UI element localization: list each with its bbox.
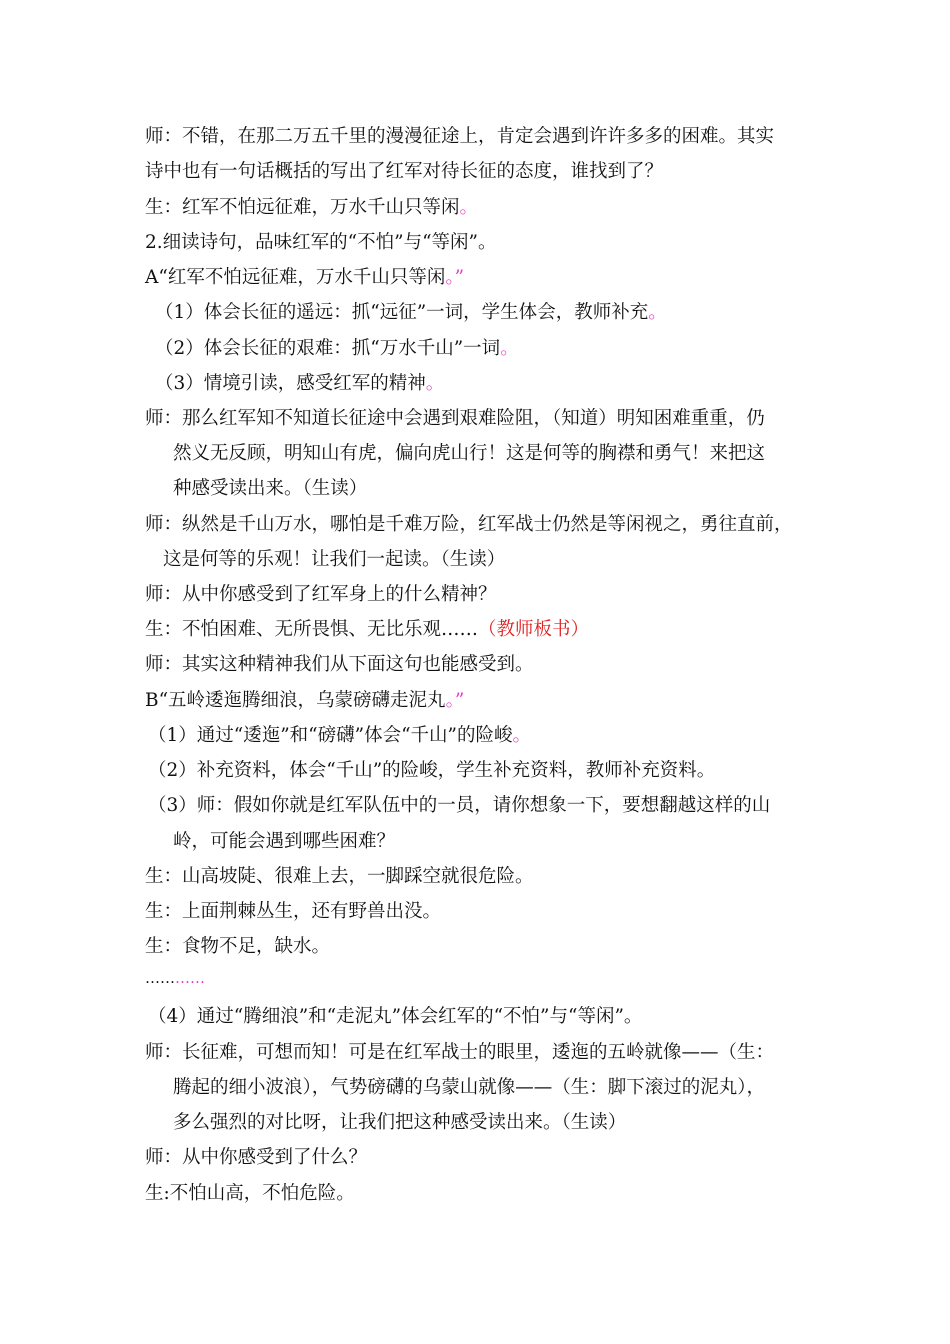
line-text: 多么强烈的对比呀，让我们把这种感受读出来。（生读） bbox=[173, 1112, 627, 1133]
line-text: 腾起的细小波浪），气势磅礴的乌蒙山就像——（生：脚下滚过的泥丸）， bbox=[173, 1077, 766, 1098]
line-text: 种感受读出来。（生读） bbox=[173, 478, 368, 499]
text-line bbox=[173, 1075, 950, 1101]
text-line bbox=[145, 159, 950, 185]
text-line bbox=[155, 371, 950, 397]
line-text-highlight: 。 bbox=[648, 302, 667, 323]
text-line bbox=[148, 723, 950, 749]
line-text: 生：山高坡陡、很难上去，一脚踩空就很危险。 bbox=[145, 866, 534, 887]
text-line bbox=[148, 758, 950, 784]
line-text: 生：不怕困难、无所畏惧、无比乐观…… bbox=[145, 619, 479, 640]
text-line bbox=[145, 582, 950, 608]
line-text-highlight: 。 bbox=[459, 197, 479, 218]
text-line bbox=[173, 476, 950, 502]
text-line bbox=[145, 864, 950, 890]
line-text: 岭，可能会遇到哪些困难？ bbox=[173, 831, 396, 852]
line-text: B“五岭逶迤腾细浪，乌蒙磅礴走泥丸 bbox=[145, 690, 446, 711]
text-line bbox=[145, 934, 950, 960]
text-line bbox=[155, 300, 950, 326]
text-line bbox=[148, 1004, 950, 1030]
line-text: 师：其实这种精神我们从下面这句也能感受到。 bbox=[145, 654, 534, 675]
line-text: （1）体会长征的遥远：抓“远征”一词，学生体会，教师补充 bbox=[155, 302, 649, 323]
line-text: 2.细读诗句，品味红军的“不怕”与“等闲”。 bbox=[145, 232, 497, 253]
line-text-highlight: …… bbox=[175, 969, 205, 987]
line-text: 师：从中你感受到了什么？ bbox=[145, 1147, 368, 1168]
line-text-highlight: 。 bbox=[500, 338, 519, 359]
text-line bbox=[155, 336, 950, 362]
line-text: 生：食物不足，缺水。 bbox=[145, 936, 331, 957]
text-line bbox=[145, 406, 950, 432]
line-text: （3）情境引读，感受红军的精神 bbox=[155, 373, 426, 394]
line-text-highlight: 。” bbox=[445, 690, 465, 711]
text-line bbox=[145, 1181, 950, 1207]
text-line bbox=[145, 1145, 950, 1171]
line-text: 生：红军不怕远征难，万水千山只等闲 bbox=[145, 197, 460, 218]
line-text: A“红军不怕远征难，万水千山只等闲 bbox=[145, 267, 446, 288]
line-text: 师：从中你感受到了红军身上的什么精神？ bbox=[145, 584, 497, 605]
line-text: 生：上面荆棘丛生，还有野兽出没。 bbox=[145, 901, 442, 922]
line-text: 这是何等的乐观！让我们一起读。（生读） bbox=[163, 549, 506, 570]
line-text: 师：那么红军知不知道长征途中会遇到艰难险阻，（知道）明知困难重重，仍 bbox=[145, 408, 765, 429]
line-text: …… bbox=[145, 969, 175, 987]
text-line bbox=[145, 230, 950, 256]
text-line bbox=[145, 195, 950, 221]
line-text: 师：长征难，可想而知！可是在红军战士的眼里，逶迤的五岭就像——（生： bbox=[145, 1042, 775, 1063]
text-line bbox=[148, 793, 950, 819]
text-line bbox=[173, 441, 950, 467]
text-line bbox=[145, 1040, 950, 1066]
text-line bbox=[145, 512, 950, 538]
line-text: 生:不怕山高，不怕危险。 bbox=[145, 1183, 355, 1204]
line-text-highlight: （教师板书） bbox=[478, 619, 590, 640]
line-text: （1）通过“逶迤”和“磅礴”体会“千山”的险峻 bbox=[148, 725, 513, 746]
line-text-highlight: 。 bbox=[425, 373, 445, 394]
text-line bbox=[145, 617, 950, 643]
line-text: 诗中也有一句话概括的写出了红军对待长征的态度，谁找到了？ bbox=[145, 161, 664, 182]
text-line bbox=[173, 829, 950, 855]
line-text: （2）补充资料，体会“千山”的险峻，学生补充资料，教师补充资料。 bbox=[148, 760, 716, 781]
text-line bbox=[145, 899, 950, 925]
line-text: （4）通过“腾细浪”和“走泥丸”体会红军的“不怕”与“等闲”。 bbox=[148, 1006, 643, 1027]
text-line bbox=[145, 124, 950, 150]
text-line bbox=[145, 652, 950, 678]
ellipsis-line bbox=[145, 965, 950, 991]
line-text: 师：不错，在那二万五千里的漫漫征途上，肯定会遇到许许多多的困难。其实 bbox=[145, 126, 775, 147]
text-line bbox=[145, 265, 950, 291]
line-text: （2）体会长征的艰难：抓“万水千山”一词 bbox=[155, 338, 501, 359]
line-text-highlight: 。 bbox=[512, 725, 532, 746]
text-line bbox=[145, 688, 950, 714]
line-text: 师：纵然是千山万水，哪怕是千难万险，红军战士仍然是等闲视之，勇往直前， bbox=[145, 514, 793, 535]
line-text: （3）师：假如你就是红军队伍中的一员，请你想象一下，要想翻越这样的山 bbox=[148, 795, 771, 816]
line-text: 然义无反顾，明知山有虎，偏向虎山行！这是何等的胸襟和勇气！来把这 bbox=[173, 443, 766, 464]
text-line bbox=[163, 547, 950, 573]
text-line bbox=[173, 1110, 950, 1136]
line-text-highlight: 。” bbox=[445, 267, 465, 288]
